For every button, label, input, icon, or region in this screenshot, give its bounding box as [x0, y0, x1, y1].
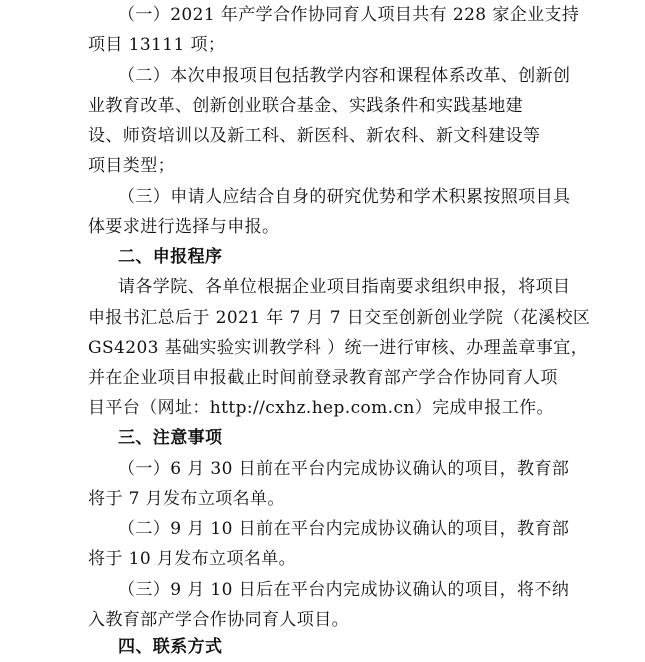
- s1-item3-line1: （三）申请人应结合自身的研究优势和学术积累按照项目具: [118, 187, 571, 207]
- section2-heading: 二、申报程序: [118, 247, 223, 267]
- s3-item3-line1: （三）9 月 10 日后在平台内完成协议确认的项目，将不纳: [118, 580, 570, 600]
- s1-item2-line1: （二）本次申报项目包括教学内容和课程体系改革、创新创: [118, 66, 571, 86]
- s1-item2-line4: 项目类型；: [88, 156, 175, 176]
- s1-item3-line2: 体要求进行选择与申报。: [88, 217, 280, 237]
- s2-para-line1: 请各学院、各单位根据企业项目指南要求组织申报，将项目: [118, 277, 571, 297]
- s3-item2-line1: （二）9 月 10 日前在平台内完成协议确认的项目，教育部: [118, 519, 570, 539]
- s1-item1-line2: 项目 13111 项；: [88, 35, 226, 55]
- s1-item2-line3: 设、师资培训以及新工科、新医科、新农科、新文科建设等: [88, 126, 541, 146]
- s3-item3-line2: 入教育部产学合作协同育人项目。: [88, 610, 349, 630]
- s2-para-line3: GS4203 基础实验实训教学科 ）统一进行审核、办理盖章事宜，: [88, 338, 589, 358]
- s1-item1-line1: （一）2021 年产学合作协同育人项目共有 228 家企业支持: [118, 5, 580, 25]
- s3-item2-line2: 将于 10 月发布立项名单。: [88, 549, 297, 569]
- s3-item1-line2: 将于 7 月发布立项名单。: [88, 489, 285, 509]
- s2-para-line4: 并在企业项目申报截止时间前登录教育部产学合作协同育人项: [88, 368, 558, 388]
- s3-item1-line1: （一）6 月 30 日前在平台内完成协议确认的项目，教育部: [118, 459, 570, 479]
- s1-item2-line2: 业教育改革、创新创业联合基金、实践条件和实践基地建: [88, 96, 523, 116]
- section3-heading: 三、注意事项: [118, 428, 223, 448]
- s2-para-line5: 目平台（网址：http://cxhz.hep.com.cn）完成申报工作。: [88, 398, 554, 418]
- s2-para-line2: 申报书汇总后于 2021 年 7 月 7 日交至创新创业学院（花溪校区: [88, 308, 591, 328]
- section4-heading: 四、联系方式: [118, 637, 223, 657]
